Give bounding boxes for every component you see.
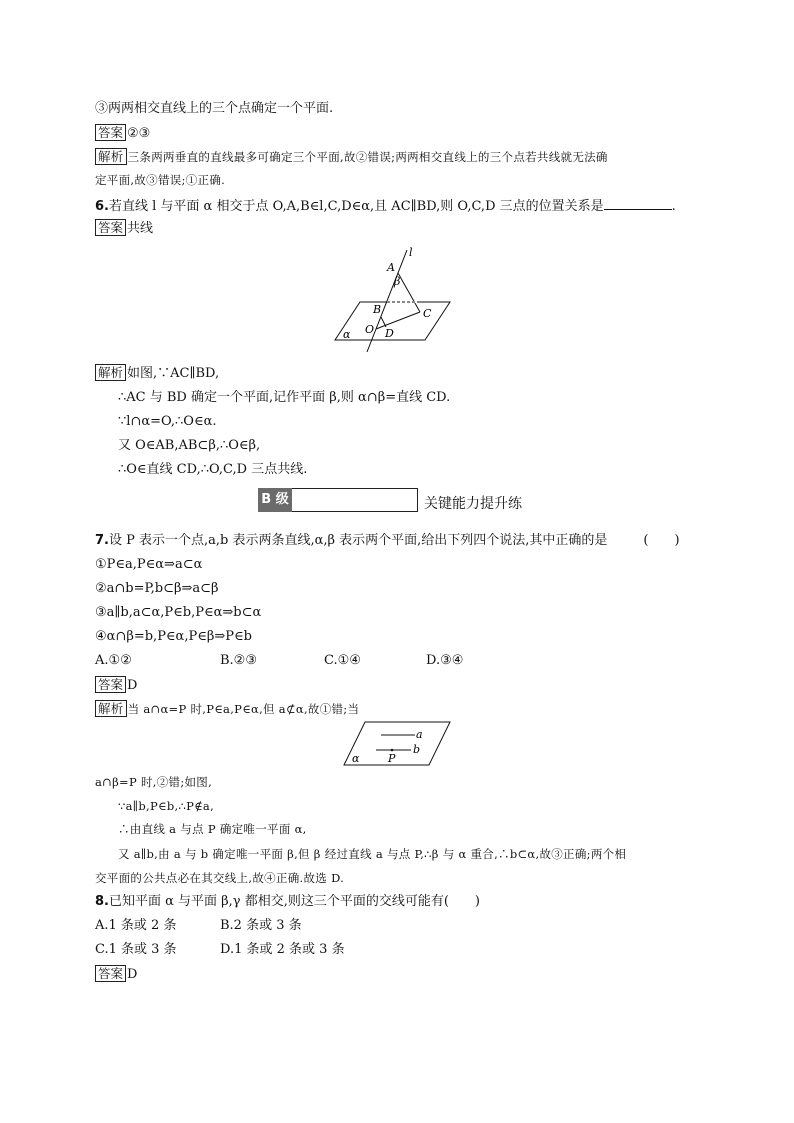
explanation-text: 当 a∩α=P 时,P∈a,P∈α,但 a⊄α,故①错;当	[127, 702, 360, 716]
answer-blank	[604, 197, 672, 210]
explanation-text: ∴O∈直线 CD,∴O,C,D 三点共线.	[118, 462, 308, 477]
explanation-text: ∵l∩α=O,∴O∈α.	[118, 414, 217, 429]
explanation-text: ∵a∥b,P∈b,∴P∉a,	[118, 799, 215, 813]
label-beta: β	[394, 275, 401, 288]
label-a: A	[387, 261, 395, 274]
figure-plane-line	[330, 245, 460, 355]
options-row	[95, 941, 345, 959]
statement-2: ②a∩b=P,b⊂β⇒a⊂β	[95, 581, 219, 596]
statement-1: ①P∈a,P∈α⇒a⊂α	[95, 557, 203, 572]
explanation-row	[95, 148, 608, 166]
explanation-text: a∩β=P 时,②错;如图,	[95, 775, 213, 789]
question-6	[95, 197, 676, 216]
option-a: A.1 条或 2 条	[95, 918, 177, 933]
answer-text: ②③	[127, 126, 151, 141]
statement-3: ③a∥b,a⊂α,P∈b,P∈α⇒b⊂α	[95, 605, 262, 620]
option-d: D.③④	[426, 653, 464, 668]
answer-text: D	[127, 967, 138, 982]
answer-text: D	[127, 678, 138, 693]
explanation-text: 定平面,故③错误;①正确.	[95, 173, 226, 187]
explanation-row	[95, 364, 219, 383]
options-row	[95, 917, 302, 935]
question-paren: ( )	[643, 533, 680, 548]
point-p	[391, 749, 394, 752]
option-c: C.①④	[324, 653, 361, 668]
plane-alpha	[344, 722, 450, 765]
explanation-text: 又 O∈AB,AB⊂β,∴O∈β,	[118, 438, 261, 453]
answer-row	[95, 124, 150, 143]
question-text: 设 P 表示一个点,a,b 表示两条直线,α,β 表示两个平面,给出下列四个说法,其中正确的是	[108, 533, 608, 548]
explanation-tag: 解析	[95, 364, 126, 381]
explanation-text: 又 a∥b,由 a 与 b 确定唯一平面 β,但 β 经过直线 a 与点 P,∴β 与 α 重合,∴b⊂α,故③正确;两个相	[118, 847, 627, 861]
label-alpha: α	[352, 752, 360, 765]
answer-tag: 答案	[95, 124, 126, 141]
explanation-tag: 解析	[95, 700, 127, 717]
question-number: 8.	[95, 894, 109, 909]
answer-row	[95, 965, 137, 984]
section-label: B 级	[258, 488, 292, 512]
answer-tag: 答案	[95, 219, 126, 236]
label-b: B	[373, 303, 382, 316]
option-b: B.2 条或 3 条	[220, 918, 302, 933]
option-d: D.1 条或 2 条或 3 条	[220, 942, 345, 957]
answer-row	[95, 219, 153, 238]
label-b: b	[413, 743, 421, 756]
option-b: B.②③	[220, 653, 257, 668]
answer-row	[95, 676, 137, 695]
answer-tag: 答案	[95, 676, 126, 693]
option-c: C.1 条或 3 条	[95, 942, 177, 957]
question-number: 6.	[95, 199, 109, 214]
label-c: C	[423, 307, 432, 320]
label-p: P	[388, 752, 396, 765]
explanation-text: 如图,∵AC∥BD,	[127, 366, 220, 381]
label-a: a	[416, 728, 423, 741]
segment-ac	[398, 273, 420, 312]
question-text: 已知平面 α 与平面 β,γ 都相交,则这三个平面的交线可能有( )	[108, 894, 480, 909]
section-title: 关键能力提升练	[424, 496, 522, 512]
question-text: 若直线 l 与平面 α 相交于点 O,A,B∈l,C,D∈α,且 AC∥BD,则 O,C,D 三点的位置关系是	[108, 199, 604, 214]
question-8	[95, 893, 480, 911]
explanation-text: ∴AC 与 BD 确定一个平面,记作平面 β,则 α∩β=直线 CD.	[118, 390, 451, 405]
statement-3: ③两两相交直线上的三个点确定一个平面.	[95, 101, 334, 116]
explanation-text: 三条两两垂直的直线最多可确定三个平面,故②错误;两两相交直线上的三个点若共线就无法确	[127, 150, 608, 164]
explanation-text: ∴由直线 a 与点 P 确定唯一平面 α,	[118, 822, 307, 836]
options-row	[95, 652, 463, 670]
figure-plane-lines	[343, 720, 453, 768]
label-alpha: α	[343, 328, 351, 341]
question-7	[95, 532, 680, 550]
label-d: D	[385, 327, 394, 340]
answer-tag: 答案	[95, 965, 126, 982]
option-a: A.①②	[95, 653, 132, 668]
answer-text: 共线	[127, 221, 154, 236]
label-l: l	[409, 246, 413, 259]
explanation-text: 交平面的公共点必在其交线上,故④正确.故选 D.	[95, 871, 345, 885]
explanation-row	[95, 700, 359, 718]
question-number: 7.	[95, 533, 109, 548]
explanation-tag: 解析	[95, 148, 127, 165]
period: .	[671, 199, 676, 214]
label-o: O	[365, 323, 375, 336]
statement-4: ④α∩β=b,P∈α,P∈β⇒P∈b	[95, 629, 252, 644]
